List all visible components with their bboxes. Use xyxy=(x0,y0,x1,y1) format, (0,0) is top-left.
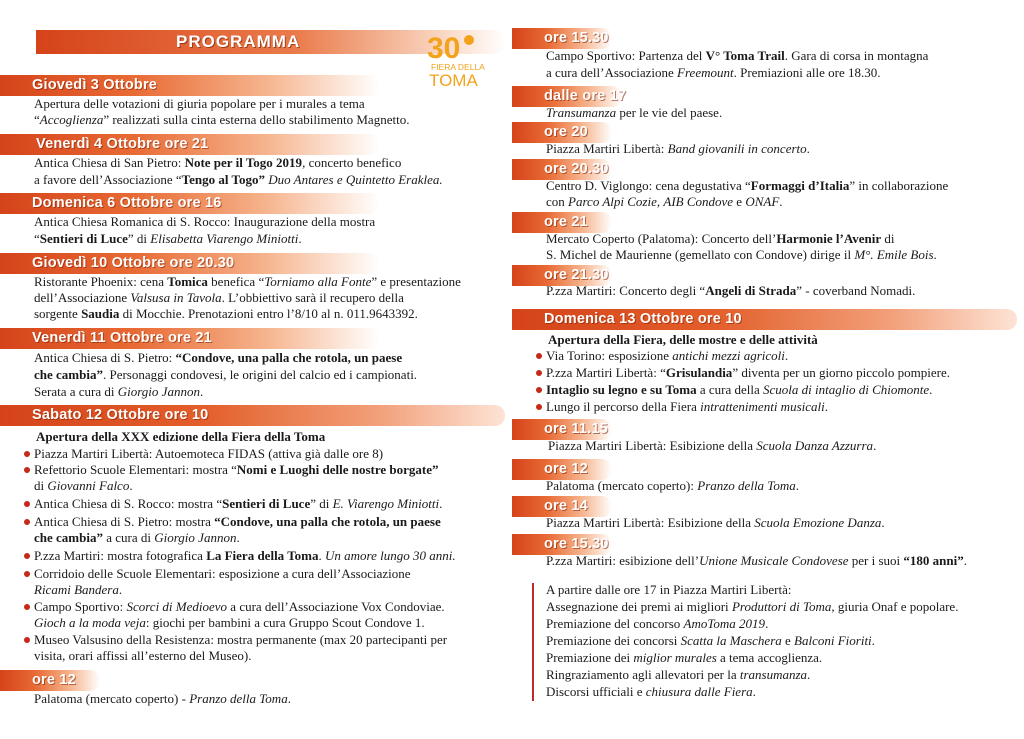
banner-venerdi-4: Venerdì 4 Ottobre ore 21 xyxy=(0,134,380,155)
fin-line2: Assegnazione dei premi ai migliori Produttori di Toma, giuria Onaf e popolare. xyxy=(546,599,959,614)
fin-line5: Premiazione dei miglior murales a tema accoglienza. xyxy=(546,650,823,665)
banner-giovedi-3: Giovedì 3 Ottobre xyxy=(0,75,380,96)
r7-head: Apertura della Fiera, delle mostre e delle attività xyxy=(548,332,818,347)
v4-line2: a favore dell’Associazione “Tengo al Togo” Duo Antares e Quintetto Eraklea. xyxy=(34,172,443,187)
banner-ore-21: ore 21 xyxy=(512,212,612,233)
logo-line1: FIERA DELLA xyxy=(431,62,485,72)
banner-dalle-ore-17: dalle ore 17 xyxy=(512,86,622,107)
r4-line1: Centro D. Viglongo: cena degustativa “Formaggi d’Italia” in collaborazione xyxy=(546,178,949,193)
closing-divider xyxy=(532,583,534,701)
r11-line1: P.zza Martiri: esibizione dell’Unione Musicale Condovese per i suoi “180 anni”. xyxy=(546,553,967,568)
banner-ore-1530-domenica: ore 15.30 xyxy=(512,534,612,555)
fin-line6: Ringraziamento agli allevatori per la transumanza. xyxy=(546,667,811,682)
r9-line1: Palatoma (mercato coperto): Pranzo della Toma. xyxy=(546,478,799,493)
r10-line1: Piazza Martiri Libertà: Esibizione della Scuola Emozione Danza. xyxy=(546,515,885,530)
banner-ore-12-sabato: ore 12 xyxy=(0,670,100,691)
banner-venerdi-11: Venerdì 11 Ottobre ore 21 xyxy=(0,328,380,349)
o12-line1: Palatoma (mercato coperto) - Pranzo della Toma. xyxy=(34,691,291,706)
g10-line2: dell’Associazione Valsusa in Tavola. L’obbiettivo sarà il recupero della xyxy=(34,290,404,305)
r5-line2: S. Michel de Maurienne (gemellato con Condove) dirige il M°. Emile Bois. xyxy=(546,247,937,262)
v11-line1: Antica Chiesa di S. Pietro: “Condove, una palla che rotola, un paese xyxy=(34,350,403,365)
bullet-icon xyxy=(24,501,30,507)
s12-item-6b: Ricami Bandera. xyxy=(34,582,123,597)
v11-line3: Serata a cura di Giorgio Jannon. xyxy=(34,384,204,399)
banner-domenica-13: Domenica 13 Ottobre ore 10 xyxy=(512,309,1017,330)
g3-line1: Apertura delle votazioni di giuria popolare per i murales a tema xyxy=(34,96,365,111)
banner-ore-12-domenica: ore 12 xyxy=(512,459,612,480)
banner-domenica-6: Domenica 6 Ottobre ore 16 xyxy=(0,193,380,214)
s12-item-7: Campo Sportivo: Scorci di Medioevo a cura dell’Associazione Vox Condoviae. xyxy=(24,599,445,616)
banner-ore-14: ore 14 xyxy=(512,496,612,517)
r1-line1: Campo Sportivo: Partenza del V° Toma Trail. Gara di corsa in montagna xyxy=(546,48,929,63)
r7-item-4: Lungo il percorso della Fiera intrattenimenti musicali. xyxy=(536,399,828,416)
bullet-icon xyxy=(24,451,30,457)
s12-item-5: P.zza Martiri: mostra fotografica La Fiera della Toma. Un amore lungo 30 anni. xyxy=(24,548,456,565)
fin-line3: Premiazione del concorso AmoToma 2019. xyxy=(546,616,769,631)
r7-item-3: Intaglio su legno e su Toma a cura della Scuola di intaglio di Chiomonte. xyxy=(536,382,932,399)
s12-item-2b: di Giovanni Falco. xyxy=(34,478,133,493)
banner-ore-20: ore 20 xyxy=(512,122,612,143)
s12-item-6: Corridoio delle Scuole Elementari: esposizione a cura dell’Associazione xyxy=(24,566,411,583)
fiera-della-toma-logo xyxy=(425,26,491,88)
r7-item-2: P.zza Martiri Libertà: “Grisulandia” diventa per un giorno piccolo pompiere. xyxy=(536,365,950,382)
logo-number: 30 xyxy=(427,32,461,65)
banner-giovedi-10: Giovedì 10 Ottobre ore 20.30 xyxy=(0,253,380,274)
s12-item-8: Museo Valsusino della Resistenza: mostra permanente (max 20 partecipanti per xyxy=(24,632,447,649)
bullet-icon xyxy=(24,519,30,525)
banner-ore-1530: ore 15.30 xyxy=(512,28,612,49)
page-title: PROGRAMMA xyxy=(176,32,301,51)
bullet-icon xyxy=(536,387,542,393)
bullet-icon xyxy=(536,353,542,359)
g10-line1: Ristorante Phoenix: cena Tomica benefica “Torniamo alla Fonte” e presentazione xyxy=(34,274,461,289)
logo-line2: TOMA xyxy=(429,71,478,88)
r5-line1: Mercato Coperto (Palatoma): Concerto dell’Harmonie l’Avenir di xyxy=(546,231,895,246)
r8-line1: Piazza Martiri Libertà: Esibizione della Scuola Danza Azzurra. xyxy=(548,438,877,453)
banner-ore-1115: ore 11.15 xyxy=(512,419,612,440)
bullet-icon xyxy=(24,637,30,643)
g3-line2: “Accoglienza” realizzati sulla cinta esterna dello stabilimento Magnetto. xyxy=(34,112,410,127)
v4-line1: Antica Chiesa di San Pietro: Note per il Togo 2019, concerto benefico xyxy=(34,155,402,170)
s12-item-3: Antica Chiesa di S. Rocco: mostra “Sentieri di Luce” di E. Viarengo Miniotti. xyxy=(24,496,442,513)
bullet-icon xyxy=(24,467,30,473)
s12-item-1: Piazza Martiri Libertà: Autoemoteca FIDAS (attiva già dalle ore 8) xyxy=(24,446,383,463)
bullet-icon xyxy=(24,553,30,559)
r7-item-1: Via Torino: esposizione antichi mezzi agricoli. xyxy=(536,348,788,365)
banner-sabato-12: Sabato 12 Ottobre ore 10 xyxy=(0,405,505,426)
r2-line1: Transumanza per le vie del paese. xyxy=(546,105,723,120)
r3-line1: Piazza Martiri Libertà: Band giovanili in concerto. xyxy=(546,141,810,156)
fin-line4: Premiazione dei concorsi Scatta la Maschera e Balconi Fioriti. xyxy=(546,633,875,648)
banner-ore-2130: ore 21.30 xyxy=(512,265,612,286)
g10-line3: sorgente Saudia di Mocchie. Prenotazioni entro l’8/10 al n. 011.9643392. xyxy=(34,306,418,321)
banner-ore-2030: ore 20.30 xyxy=(512,159,612,180)
d6-line2: “Sentieri di Luce” di Elisabetta Viarengo Miniotti. xyxy=(34,231,302,246)
bullet-icon xyxy=(24,604,30,610)
bullet-icon xyxy=(536,370,542,376)
s12-item-7b: Gioch a la moda veja: giochi per bambini a cura Gruppo Scout Condove 1. xyxy=(34,615,425,630)
v11-line2: che cambia”. Personaggi condovesi, le origini del calcio ed i campionati. xyxy=(34,367,418,382)
s12-item-4: Antica Chiesa di S. Pietro: mostra “Condove, una palla che rotola, un paese xyxy=(24,514,441,531)
s12-item-2: Refettorio Scuole Elementari: mostra “Nomi e Luoghi delle nostre borgate” xyxy=(24,462,439,479)
s12-head: Apertura della XXX edizione della Fiera della Toma xyxy=(36,429,326,444)
s12-item-8b: visita, orari affissi all’esterno del Museo). xyxy=(34,648,252,663)
r4-line2: con Parco Alpi Cozie, AIB Condove e ONAF. xyxy=(546,194,783,209)
r1-line2: a cura dell’Associazione Freemount. Premiazioni alle ore 18.30. xyxy=(546,65,881,80)
r6-line1: P.zza Martiri: Concerto degli “Angeli di Strada” - coverband Nomadi. xyxy=(546,283,916,298)
s12-item-4b: che cambia” a cura di Giorgio Jannon. xyxy=(34,530,240,545)
fin-line1: A partire dalle ore 17 in Piazza Martiri Libertà: xyxy=(546,582,792,597)
bullet-icon xyxy=(24,571,30,577)
bullet-icon xyxy=(536,404,542,410)
fin-line7: Discorsi ufficiali e chiusura dalle Fiera. xyxy=(546,684,756,699)
d6-line1: Antica Chiesa Romanica di S. Rocco: Inaugurazione della mostra xyxy=(34,214,376,229)
